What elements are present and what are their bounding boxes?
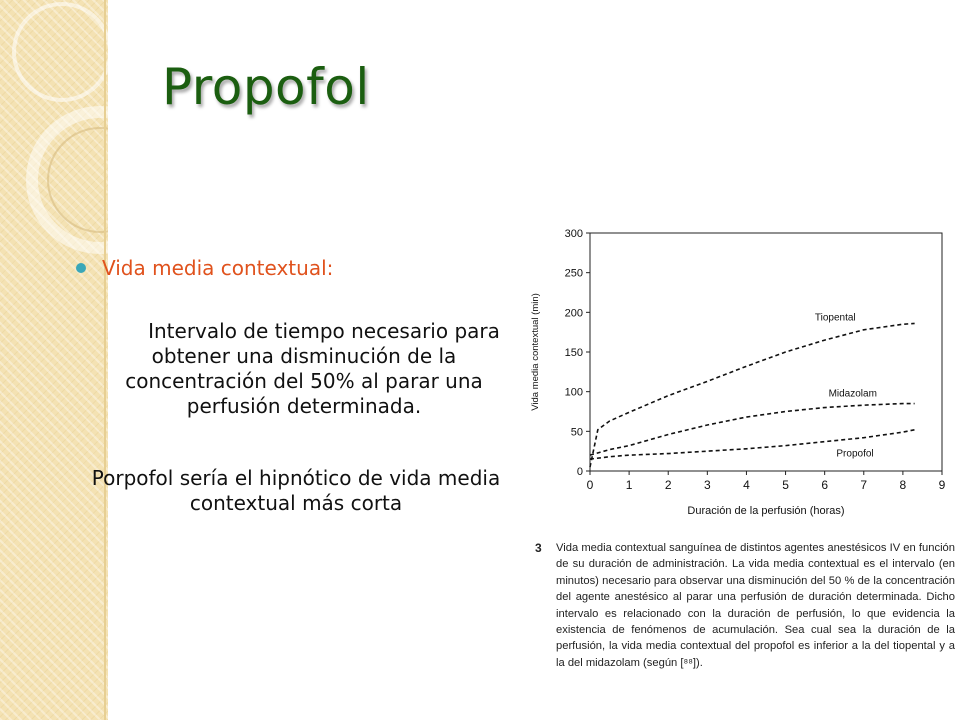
- caption-text: Vida media contextual sanguínea de distintos agentes anestésicos IV en función de su duración de administración. La vida media contextual es el intervalo (en minutos) necesario para observar una disminución del 50 % de la concentración del agente anestésico al parar una perfusión de duración determinada. Dicho intervalo es relacionado con la duración de perfusión, lo que evidencia la existencia de fenómenos de acumulación. Sea cual sea la duración de la perfusión, la vida media contextual del propofol es inferior a la del tiopental y a la del midazolam (según [⁸⁸]).: [556, 542, 955, 669]
- conclusion-paragraph: Porpofol sería el hipnótico de vida media contextual más corta: [91, 466, 501, 515]
- definition-paragraph: Intervalo de tiempo necesario para obtener una disminución de la concentración del 50% al parar una perfusión determinada.: [125, 319, 500, 418]
- x-tick-label: 9: [938, 478, 946, 492]
- bullet-dot-icon: [76, 263, 86, 273]
- y-tick-label: 150: [564, 347, 583, 359]
- x-tick-label: 7: [860, 478, 868, 492]
- half-life-chart: [520, 210, 950, 530]
- figure-number: 3: [535, 541, 542, 555]
- y-tick-label: 50: [570, 426, 583, 439]
- decorative-left-strip: [0, 0, 108, 720]
- x-tick-label: 0: [586, 478, 594, 492]
- chart-layer: [530, 228, 946, 517]
- y-tick-label: 200: [564, 307, 583, 320]
- x-tick-label: 8: [899, 478, 907, 492]
- series-label-tiopental: Tiopental: [814, 312, 856, 324]
- bullet-item: [76, 256, 333, 280]
- x-tick-label: 1: [625, 478, 633, 492]
- y-tick-label: 100: [564, 386, 583, 399]
- bullet-text: Vida media contextual:: [102, 256, 334, 280]
- y-tick-label: 0: [576, 466, 583, 478]
- x-tick-label: 3: [703, 478, 711, 492]
- series-label-midazolam: Midazolam: [828, 388, 877, 400]
- y-tick-label: 300: [564, 228, 583, 240]
- x-axis-label: Duración de la perfusión (horas): [687, 505, 845, 517]
- slide-title: Propofol: [162, 58, 370, 116]
- x-tick-label: 4: [743, 478, 750, 492]
- y-tick-label: 250: [564, 267, 583, 280]
- x-tick-label: 6: [821, 478, 829, 492]
- decorative-circles: [0, 0, 108, 720]
- plot-frame: [590, 233, 942, 471]
- y-axis-label: Vida media contextual (min): [530, 293, 541, 411]
- x-tick-label: 2: [664, 478, 672, 492]
- series-line-midazolam: [590, 404, 915, 456]
- figure-caption: [535, 540, 955, 671]
- series-label-propofol: Propofol: [836, 448, 874, 460]
- x-tick-label: 5: [782, 478, 789, 492]
